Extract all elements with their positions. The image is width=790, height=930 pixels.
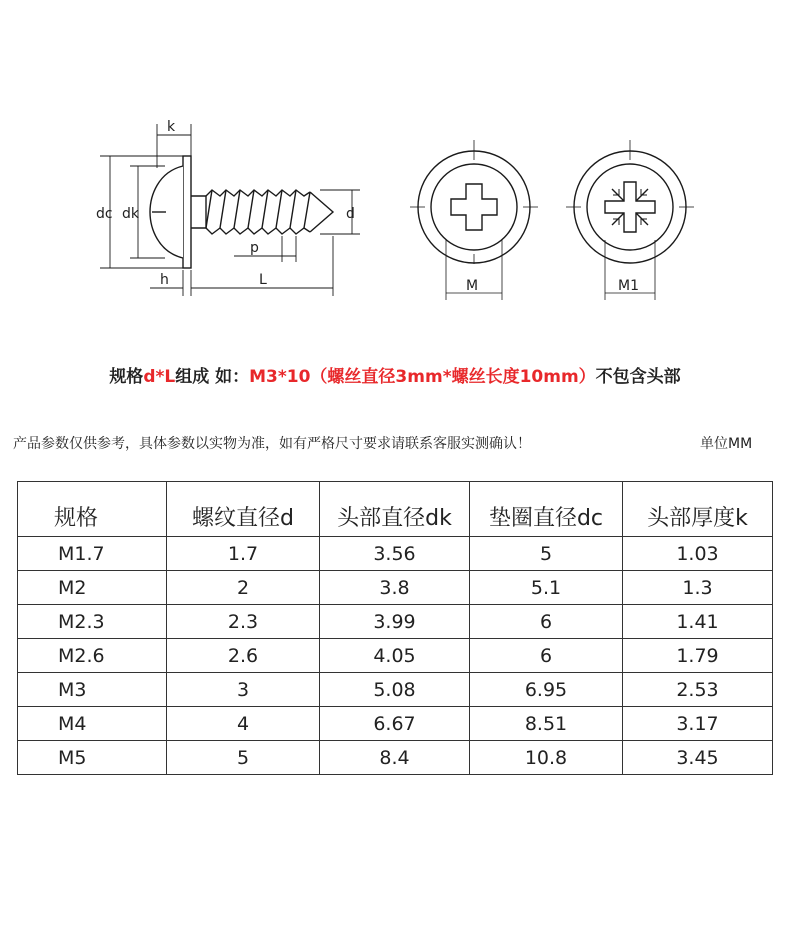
cell-thread-diameter: 5 <box>167 741 320 775</box>
table-row <box>18 639 773 673</box>
label-dk: dk <box>122 206 139 222</box>
cell-washer-diameter: 8.51 <box>470 707 623 741</box>
shank-shape <box>191 196 206 228</box>
header-spec: 规格 <box>18 482 167 537</box>
header-thread-diameter: 螺纹直径d <box>167 482 320 537</box>
screw-dimension-diagram <box>0 0 790 320</box>
table-row <box>18 537 773 571</box>
label-k: k <box>167 119 176 135</box>
table-row <box>18 605 773 639</box>
cell-spec: M4 <box>18 707 167 741</box>
cell-thread-diameter: 2.6 <box>167 639 320 673</box>
table-row <box>18 741 773 775</box>
washer-shape <box>183 156 191 268</box>
label-h: h <box>160 272 169 288</box>
cell-head-diameter: 5.08 <box>320 673 470 707</box>
header-washer-diameter: 垫圈直径dc <box>470 482 623 537</box>
spec-example: M3*10（螺丝直径3mm*螺丝长度10mm） <box>249 367 596 387</box>
cell-spec: M1.7 <box>18 537 167 571</box>
label-m: M <box>466 278 479 294</box>
cell-head-diameter: 4.05 <box>320 639 470 673</box>
cell-washer-diameter: 6 <box>470 639 623 673</box>
cell-spec: M2.6 <box>18 639 167 673</box>
cell-spec: M2.3 <box>18 605 167 639</box>
spec-prefix: 规格 <box>109 367 144 387</box>
cell-washer-diameter: 5 <box>470 537 623 571</box>
cell-thread-diameter: 1.7 <box>167 537 320 571</box>
cell-head-diameter: 6.67 <box>320 707 470 741</box>
cell-spec: M2 <box>18 571 167 605</box>
table-row <box>18 707 773 741</box>
spec-code: d*L <box>143 367 176 387</box>
table-row <box>18 571 773 605</box>
table-row <box>18 673 773 707</box>
header-head-diameter: 头部直径dk <box>320 482 470 537</box>
label-m1: M1 <box>618 278 639 294</box>
spec-table <box>17 481 773 775</box>
cell-head-diameter: 3.8 <box>320 571 470 605</box>
cell-washer-diameter: 5.1 <box>470 571 623 605</box>
label-p: p <box>250 240 259 256</box>
cell-washer-diameter: 6.95 <box>470 673 623 707</box>
cell-head-thickness: 1.3 <box>623 571 773 605</box>
cell-thread-diameter: 4 <box>167 707 320 741</box>
unit-label: 单位MM <box>700 436 753 452</box>
label-L: L <box>259 272 267 288</box>
cell-thread-diameter: 2 <box>167 571 320 605</box>
disclaimer-text: 产品参数仅供参考，具体参数以实物为准，如有严格尺寸要求请联系客服实测确认！ <box>13 436 531 452</box>
cell-head-diameter: 3.56 <box>320 537 470 571</box>
spec-description <box>0 362 790 387</box>
cell-thread-diameter: 3 <box>167 673 320 707</box>
table-header-row <box>18 482 773 537</box>
cell-head-thickness: 1.03 <box>623 537 773 571</box>
cell-thread-diameter: 2.3 <box>167 605 320 639</box>
cell-washer-diameter: 10.8 <box>470 741 623 775</box>
cell-head-thickness: 1.79 <box>623 639 773 673</box>
cell-head-thickness: 3.45 <box>623 741 773 775</box>
spec-mid: 组成 如： <box>175 367 250 387</box>
label-d: d <box>346 206 355 222</box>
cell-washer-diameter: 6 <box>470 605 623 639</box>
spec-suffix: 不包含头部 <box>595 367 681 387</box>
disclaimer-note <box>13 433 783 453</box>
cell-head-diameter: 8.4 <box>320 741 470 775</box>
cell-spec: M3 <box>18 673 167 707</box>
cell-head-thickness: 1.41 <box>623 605 773 639</box>
cell-head-thickness: 2.53 <box>623 673 773 707</box>
label-dc: dc <box>96 206 113 222</box>
cell-spec: M5 <box>18 741 167 775</box>
header-head-thickness: 头部厚度k <box>623 482 773 537</box>
head-view-m <box>410 140 538 300</box>
thread-shape <box>206 190 333 234</box>
head-view-m1 <box>566 140 694 300</box>
cell-head-diameter: 3.99 <box>320 605 470 639</box>
cell-head-thickness: 3.17 <box>623 707 773 741</box>
